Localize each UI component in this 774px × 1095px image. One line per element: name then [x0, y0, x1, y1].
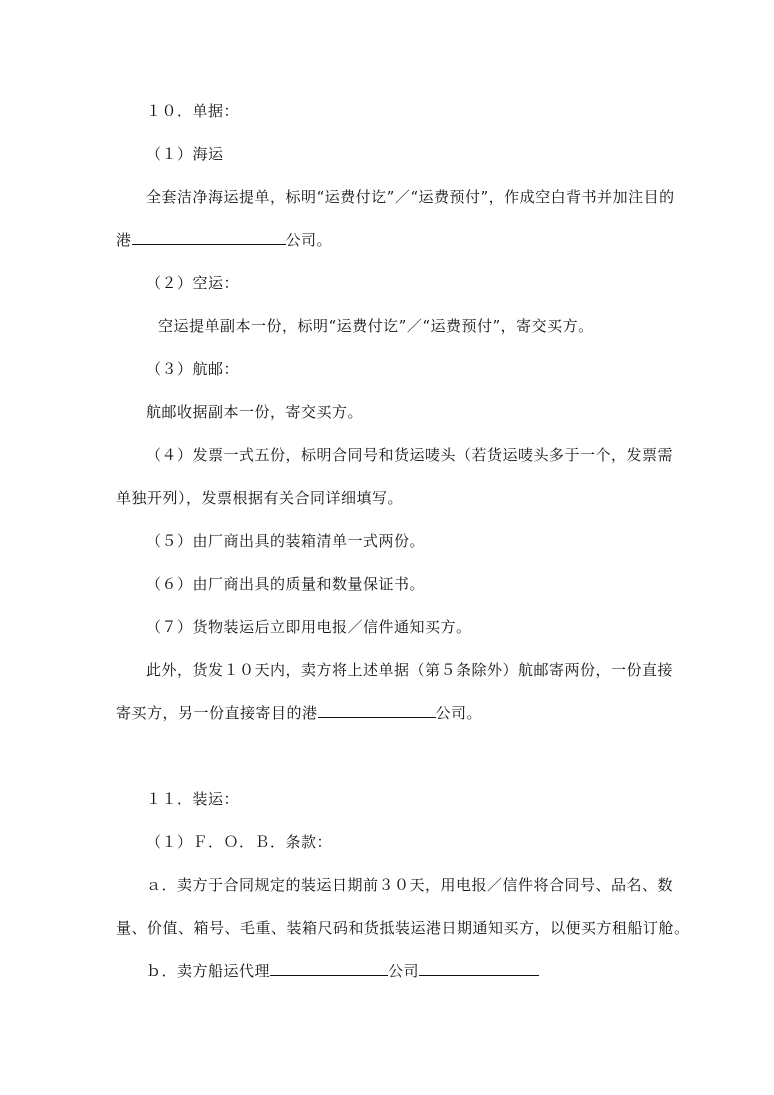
company-blank[interactable]: [419, 961, 539, 976]
closing-line1: 此外，货发１０天内，卖方将上述单据（第５条除外）航邮寄两份，一份直接: [146, 661, 674, 679]
air-transport-label: （２）空运：: [146, 274, 240, 292]
airmail-text: 航邮收据副本一份，寄交买方。: [146, 403, 364, 421]
airmail-label: （３）航邮：: [146, 360, 240, 378]
section-10-heading: １０．单据：: [146, 102, 240, 120]
fob-label: （１）Ｆ．Ｏ．Ｂ．条款：: [146, 833, 333, 851]
sea-transport-text-line1: 全套洁净海运提单，标明“运费付讫”／“运费预付”，作成空白背书并加注目的: [146, 188, 675, 206]
sea-transport-text-line2: [116, 230, 332, 250]
fob-a-line2: 量、价值、箱号、毛重、装箱尺码和货抵装运港日期通知买方，以便买方租船订舱。: [116, 919, 690, 937]
item-7: （７）货物装运后立即用电报／信件通知买方。: [146, 618, 472, 636]
shipping-agent-middle: 公司: [388, 962, 420, 980]
item-4-line2: 单独开列），发票根据有关合同详细填写。: [116, 489, 404, 507]
sea-transport-label: （１）海运: [146, 145, 224, 163]
item-4-line1: （４）发票一式五份，标明合同号和货运唛头（若货运唛头多于一个，发票需: [146, 446, 674, 464]
fob-a-line1: ａ．卖方于合同规定的装运日期前３０天，用电报／信件将合同号、品名、数: [146, 876, 674, 894]
section-11-heading: １１．装运：: [146, 790, 240, 808]
closing-line2-suffix: 公司。: [435, 704, 483, 722]
item-5: （５）由厂商出具的装箱清单一式两份。: [146, 532, 426, 550]
sea-port-suffix: 公司。: [285, 231, 333, 249]
shipping-agent-prefix: ｂ．卖方船运代理: [146, 962, 271, 980]
item-6: （６）由厂商出具的质量和数量保证书。: [146, 575, 426, 593]
closing-line2-prefix: 寄买方，另一份直接寄目的港: [116, 704, 318, 722]
shipping-agent-blank[interactable]: [270, 961, 388, 976]
fob-b-line: [146, 961, 539, 981]
closing-line2: [116, 703, 482, 723]
destination-port-blank[interactable]: [132, 230, 286, 245]
sea-port-prefix: 港: [116, 231, 132, 249]
destination-port-company-blank[interactable]: [318, 703, 436, 718]
air-transport-text: 空运提单副本一份，标明“运费付讫”／“运费预付”，寄交买方。: [158, 317, 594, 335]
